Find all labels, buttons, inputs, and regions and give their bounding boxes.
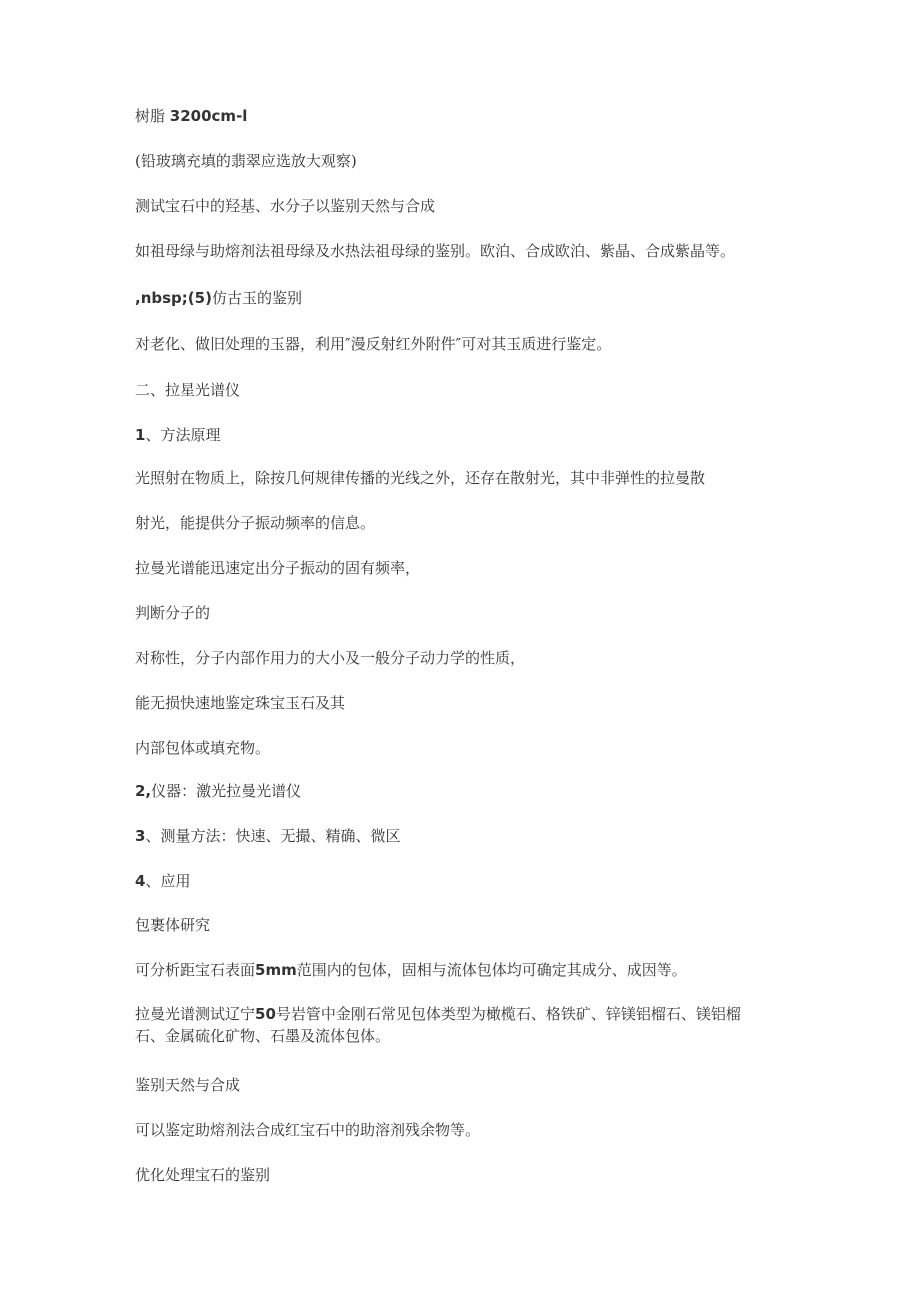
paragraph-antique-jade-heading (135, 287, 775, 309)
bold-text: ,nbsp;(5) (135, 289, 212, 307)
text: 仪器：激光拉曼光谱仪 (151, 782, 302, 800)
paragraph-judge-molecule: 判断分子的 (135, 604, 211, 622)
paragraph-liaoning-diamond (135, 1003, 765, 1047)
text: 可分析距宝石表面 (135, 961, 256, 979)
bold-text: 5mm (255, 961, 297, 979)
text: 树脂 (135, 107, 166, 125)
paragraph-inclusions: 内部包体或填充物。 (135, 739, 271, 757)
bold-text: 50 (255, 1005, 276, 1023)
paragraph-scattering-2: 射光，能提供分子振动频率的信息。 (135, 514, 376, 532)
bold-text: 1 (135, 426, 146, 444)
text: 、应用 (145, 872, 191, 890)
paragraph-natural-vs-synthetic: 鉴别天然与合成 (135, 1076, 241, 1094)
bold-text: 3200cm-l (169, 107, 248, 125)
paragraph-analysis-depth (135, 959, 775, 981)
subheading-principle (135, 424, 775, 446)
paragraph-treated-gems: 优化处理宝石的鉴别 (135, 1166, 271, 1184)
subheading-method (135, 825, 775, 847)
paragraph-nondestructive: 能无损快速地鉴定珠宝玉石及其 (135, 694, 346, 712)
paragraph-emerald-examples: 如祖母绿与助熔剂法祖母绿及水热法祖母绿的鉴别。欧泊、合成欧泊、紫晶、合成紫晶等。 (135, 242, 736, 260)
bold-text: 4 (135, 872, 146, 890)
paragraph-lead-glass-note: (铅玻璃充填的翡翠应选放大观察) (135, 152, 357, 170)
subheading-instrument (135, 780, 775, 802)
paragraph-symmetry: 对称性，分子内部作用力的大小及一般分子动力学的性质， (135, 649, 526, 667)
paragraph-scattering-1: 光照射在物质上，除按几何规律传播的光线之外，还存在散射光，其中非弹性的拉曼散 (135, 469, 706, 487)
paragraph-resin (135, 105, 775, 127)
text: 仿古玉的鉴别 (211, 289, 302, 307)
bold-text: 2, (135, 782, 152, 800)
subheading-application (135, 870, 775, 892)
paragraph-inclusion-research: 包裹体研究 (135, 916, 211, 934)
text: 拉曼光谱测试辽宁 (135, 1005, 256, 1023)
text: 、测量方法：快速、无撮、精确、微区 (145, 827, 401, 845)
section-heading-raman: 二、拉星光谱仪 (135, 381, 241, 399)
text: 、方法原理 (145, 426, 221, 444)
paragraph-flux-ruby: 可以鉴定助熔剂法合成红宝石中的助溶剂残余物等。 (135, 1121, 481, 1139)
bold-text: 3 (135, 827, 146, 845)
text: 号岩管中金刚石常见包体类型为橄榄石、格铁矿、锌镁铝榴石、镁铝榴石、金属硫化矿物、石墨及流体包体。 (135, 1005, 741, 1045)
paragraph-raman-freq: 拉曼光谱能迅速定出分子振动的固有频率， (135, 559, 421, 577)
paragraph-hydroxyl-test: 测试宝石中的羟基、水分子以鉴别天然与合成 (135, 197, 436, 215)
paragraph-aged-jade: 对老化、做旧处理的玉器，利用″漫反射红外附件″可对其玉质进行鉴定。 (135, 335, 612, 353)
text: 范围内的包体，固相与流体包体均可确定其成分、成因等。 (296, 961, 687, 979)
